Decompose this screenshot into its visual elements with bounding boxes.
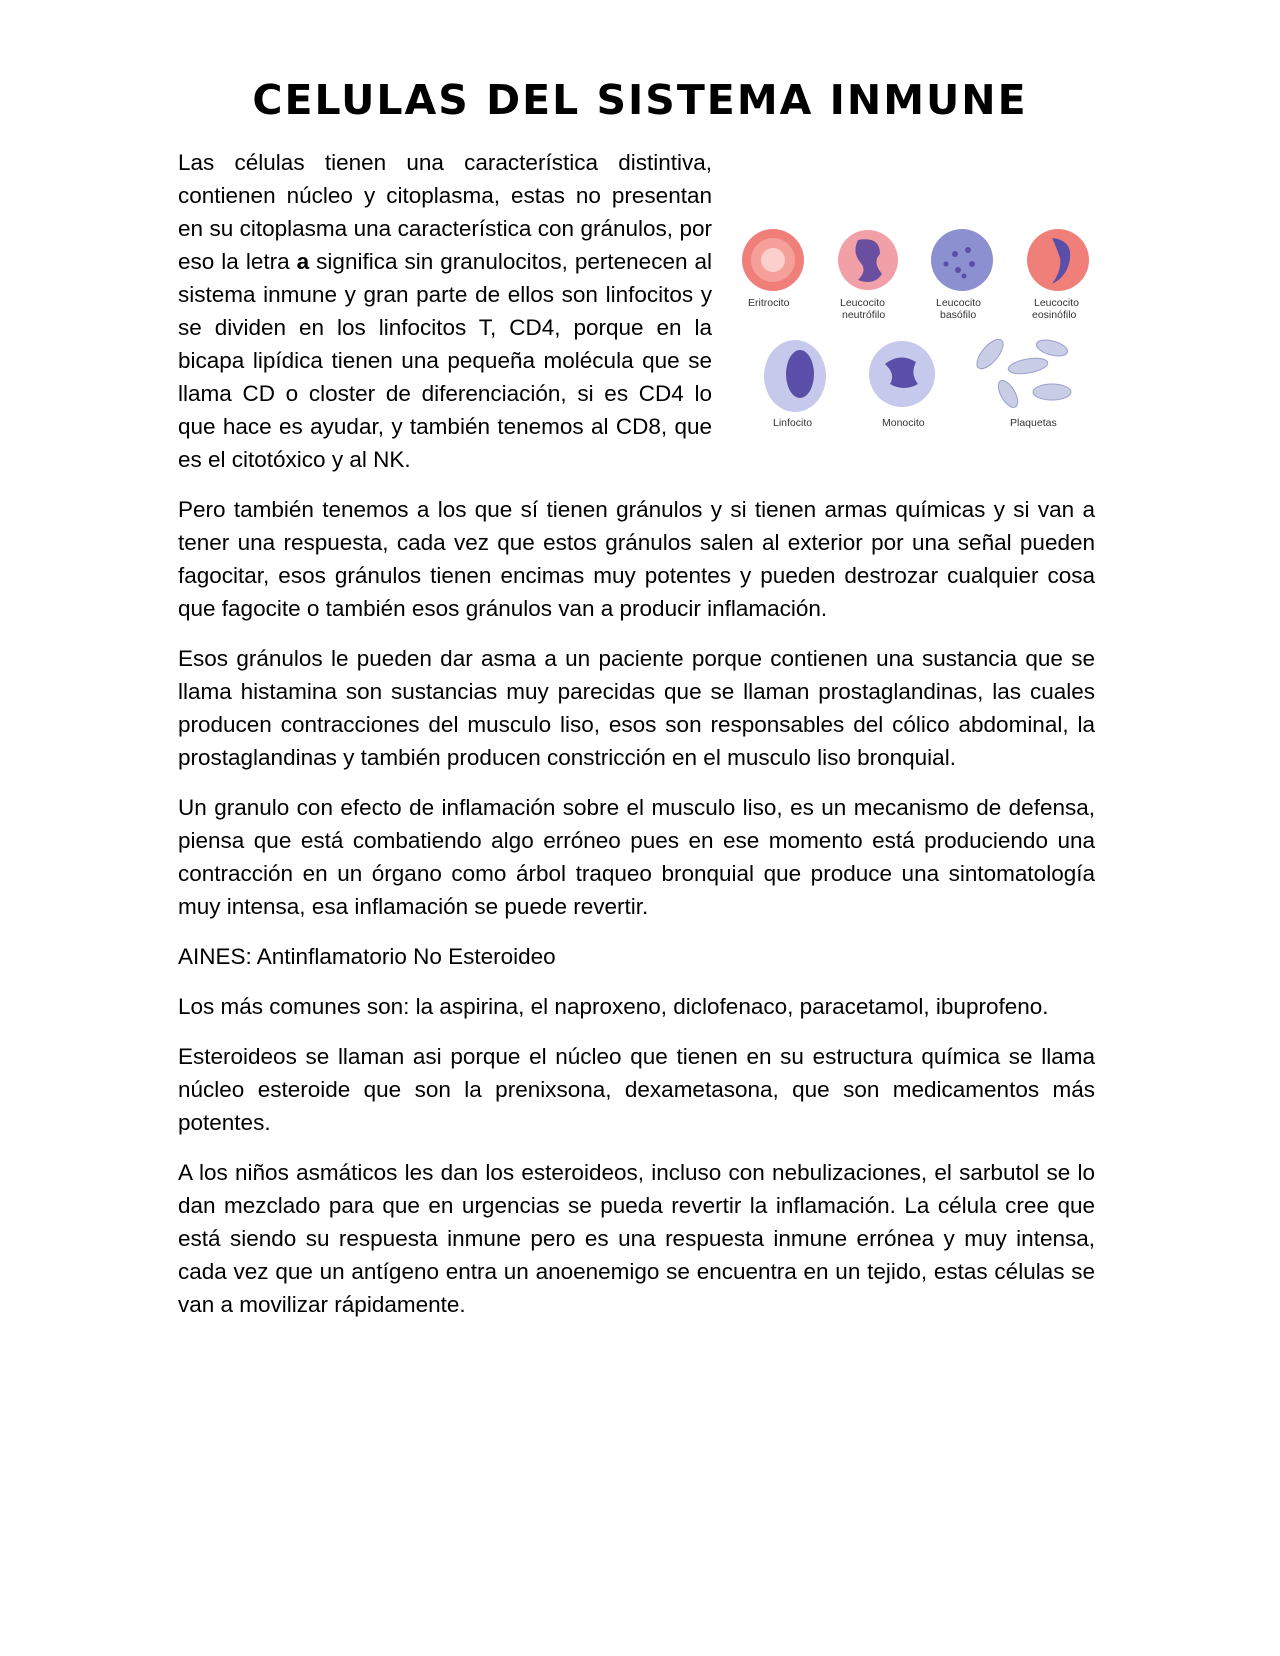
paragraph-esteroideos: Esteroideos se llaman asi porque el núcleo que tienen en su estructura química se llama núcleo esteroide que son la prenixsona, dexametasona, que son medicamentos más potentes. [178,1044,1095,1135]
paragraph-aines: AINES: Antinflamatorio No Esteroideo [178,944,556,969]
paragraph-1 [178,146,1095,476]
blood-cells-figure [740,224,1095,464]
label-eosinofilo-1: Leucocito [1034,297,1079,309]
blood-cells-illustration [740,224,1095,464]
platelets-cells [972,335,1071,410]
document-body [178,146,1095,1338]
monocyte-cell [869,341,935,407]
label-eosinofilo-2: eosinófilo [1032,309,1077,321]
label-linfocito: Linfocito [773,417,813,429]
paragraph-1-start: Las células tienen una característica distintiva, contienen núcleo y citoplasma, estas no presentan en su citoplasma una característica con gránulos, por eso la letra [178,150,712,274]
lymphocyte-cell [764,340,826,412]
paragraph-comunes: Los más comunes son: la aspirina, el naproxeno, diclofenaco, paracetamol, ibuprofeno. [178,994,1049,1019]
label-neutrofilo-1: Leucocito [840,297,885,309]
label-basofilo-1: Leucocito [936,297,981,309]
erythrocyte-cell [742,229,804,291]
label-basofilo-2: basófilo [940,309,977,321]
paragraph-4: Un granulo con efecto de inflamación sobre el musculo liso, es un mecanismo de defensa, piensa que está combatiendo algo erróneo pues en ese momento está produciendo una contracción en un órgano como árbol traqueo bronquial que produce una sintomatología muy intensa, esa inflamación se puede revertir. [178,795,1095,919]
paragraph-1-bold: a [296,249,310,274]
label-eritrocito: Eritrocito [748,297,790,309]
paragraph-3: Esos gránulos le pueden dar asma a un paciente porque contienen una sustancia que se llama histamina son sustancias muy parecidas que se llaman prostaglandinas, las cuales producen contracciones del musculo liso, esos son responsables del cólico abdominal, la prostaglandinas y también producen constricción en el musculo liso bronquial. [178,646,1095,770]
label-monocito: Monocito [882,417,925,429]
paragraph-ninos: A los niños asmáticos les dan los esteroideos, incluso con nebulizaciones, el sarbutol se lo dan mezclado para que en urgencias se pueda revertir la inflamación. La célula cree que está siendo su respuesta inmune pero es una respuesta inmune errónea y muy intensa, cada vez que un antígeno entra un anoenemigo se encuentra en un tejido, estas células se van a movilizar rápidamente. [178,1160,1095,1317]
paragraph-2: Pero también tenemos a los que sí tienen gránulos y si tienen armas químicas y si van a tener una respuesta, cada vez que estos gránulos salen al exterior por una señal pueden fagocitar, esos gránulos tienen encimas muy potentes y pueden destrozar cualquier cosa que fagocite o también esos gránulos van a producir inflamación. [178,497,1095,621]
neutrophil-cell [838,230,898,290]
eosinophil-cell [1027,229,1089,291]
page-title: CELULAS DEL SISTEMA INMUNE [252,76,1028,124]
basophil-cell [931,229,993,291]
label-neutrofilo-2: neutrófilo [842,309,886,321]
paragraph-1-end: significa sin granulocitos, pertenecen al sistema inmune y gran parte de ellos son linfocitos y se dividen en los linfocitos T, CD4, porque en la bicapa lipídica tienen una pequeña molécula que se llama CD o closter de diferenciación, si es CD4 lo que hace es ayudar, y también tenemos al CD8, que es el citotóxico y al NK. [178,249,713,472]
label-plaquetas: Plaquetas [1010,417,1057,429]
